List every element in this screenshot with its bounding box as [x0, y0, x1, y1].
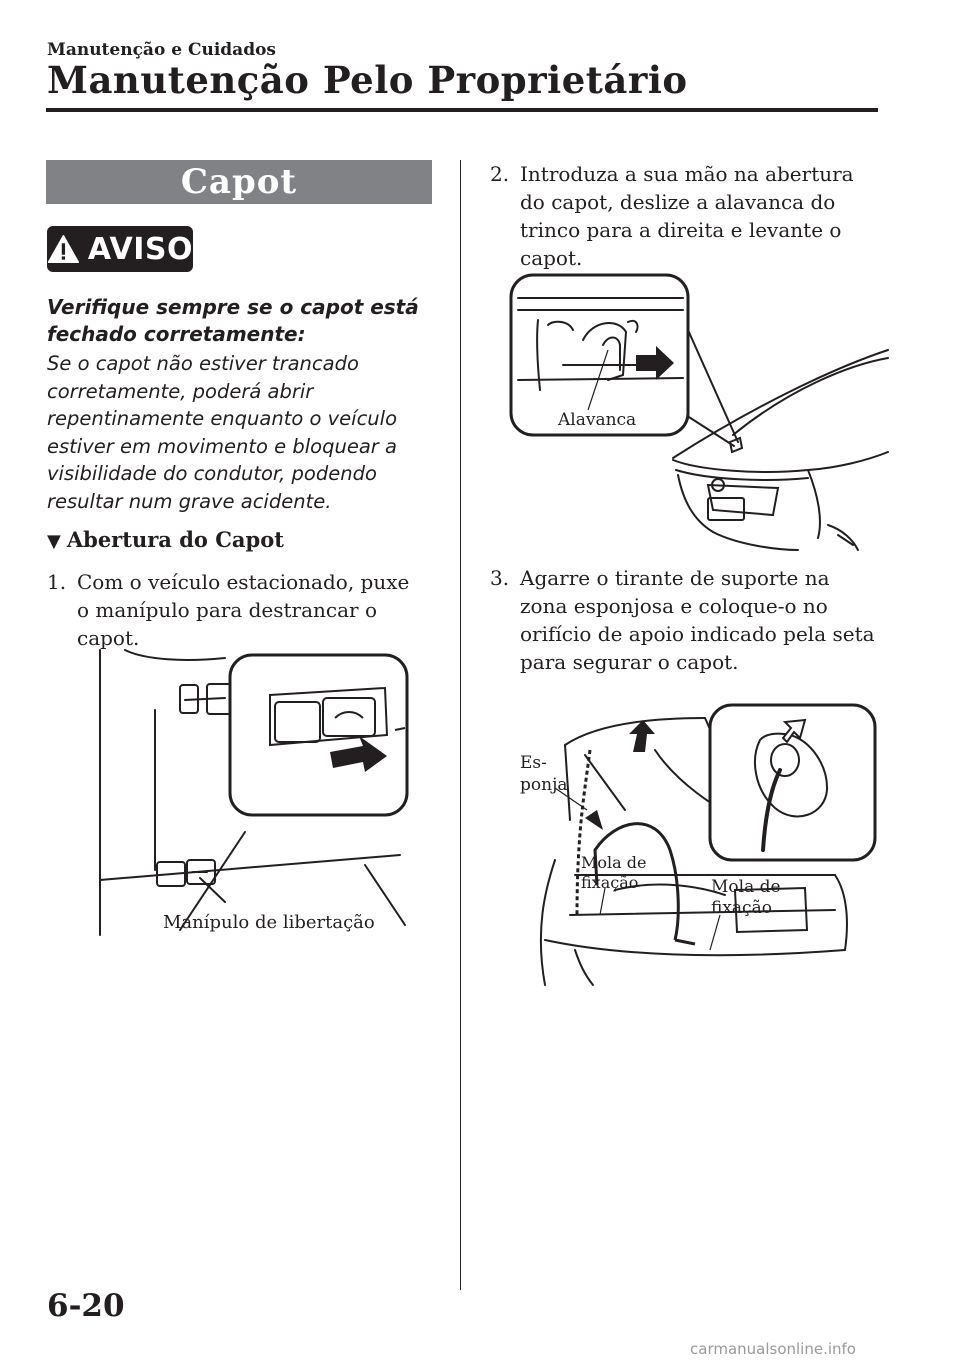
step-number: 3. — [490, 566, 510, 590]
warning-heading: Verifique sempre se o capot está fechado corretamente: — [47, 295, 419, 346]
warning-triangle-icon — [47, 231, 80, 267]
sponge-label-2: ponja — [520, 775, 568, 795]
lever-label: Alavanca — [558, 410, 637, 430]
page-number: 6-20 — [47, 1288, 125, 1324]
warning-body: Se o capot não estiver trancado corretamente, poderá abrir repentinamente enquanto o veículo estiver em movimento e bloquear a visibilidade do condutor, podendo resultar num grave acidente. — [47, 352, 398, 513]
step-text: Com o veículo estacionado, puxe o manípulo para destrancar o capot. — [77, 570, 410, 650]
triangle-down-icon: ▼ — [47, 531, 61, 552]
step-number: 2. — [490, 162, 510, 186]
clip-label-b2: fixação — [711, 898, 772, 918]
section-title-bar: Capot — [46, 160, 432, 204]
support-rod-figure — [515, 700, 885, 990]
step-3 — [490, 564, 880, 676]
subsection-heading — [47, 527, 284, 552]
column-divider — [460, 160, 461, 1290]
chapter-kicker: Manutenção e Cuidados — [47, 40, 276, 60]
release-handle-label: Manípulo de libertação — [163, 912, 375, 933]
step-2 — [490, 160, 880, 272]
sponge-label-1: Es- — [520, 753, 547, 773]
warning-badge — [47, 226, 193, 272]
warning-badge-label: AVISO — [87, 231, 193, 267]
watermark: carmanualsonline.info — [690, 1340, 856, 1358]
release-handle-figure — [95, 640, 415, 940]
chapter-title: Manutenção Pelo Proprietário — [47, 58, 688, 102]
clip-label-b1: Mola de — [711, 877, 781, 897]
lever-figure — [508, 270, 893, 560]
clip-label-a1: Mola de — [581, 853, 647, 872]
title-rule — [46, 108, 878, 112]
step-text: Agarre o tirante de suporte na zona esponjosa e coloque-o no orifício de apoio indicado pela seta para segurar o capot. — [520, 566, 875, 674]
step-text: Introduza a sua mão na abertura do capot, deslize a alavanca do trinco para a direita e levante o capot. — [520, 162, 854, 270]
lift-arrow-icon — [629, 720, 655, 752]
step-number: 1. — [47, 570, 67, 594]
clip-label-a2: fixação — [581, 873, 639, 892]
subsection-title: Abertura do Capot — [66, 527, 284, 552]
